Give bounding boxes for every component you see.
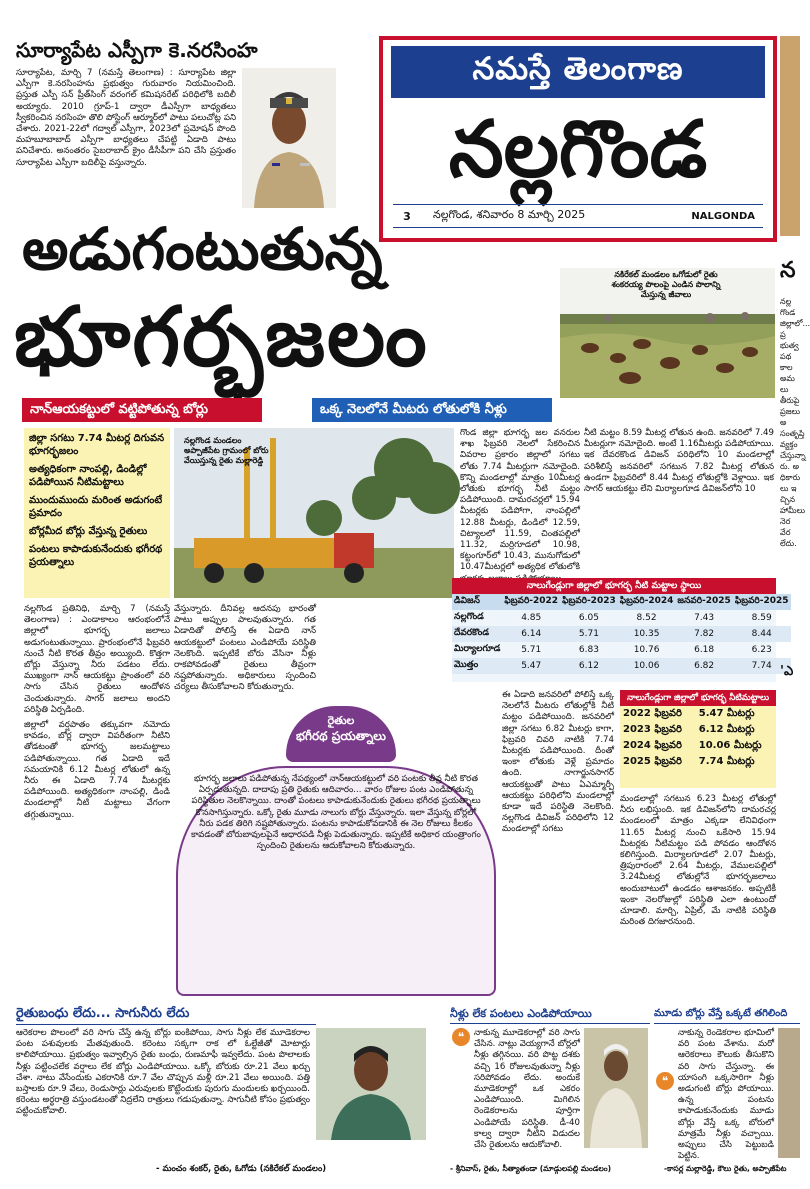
- table-cell: 6.14: [521, 629, 542, 639]
- groundwater-table-block: [452, 578, 789, 682]
- right-strip-photo: [780, 36, 800, 236]
- farmer1-story: [16, 1006, 446, 1182]
- sp-story-body: సూర్యాపేట, మార్చి 7 (నమస్తే తెలంగాణ) : సూర్యాపేట జిల్లా ఎస్పీగా కె.నరసింహను ప్రభుత్వం గురువారం నియమించింది. ప్రస్తుత ఎస్పీ సన్ ప్రీత్‌సింగ్ వరంగల్ కమిషనరేట్ పరిధిలోకి బదిలీ అయ్యారు. 2010 గ్రూప్‌-1 ద్వారా డీఎస్పీగా బాధ్యతలు స్వీకరించిన నరసింహ తొలి పోస్టింగ్ ఆర్మూర్‌లో పాటు పలుచోట్ల పని చేశారు. 2021-22లో గద్వాల్ ఎస్పీగా, 2023లో ప్రమోషన్ పొంది మహబూబాబాద్ ఎస్పీగా బాధ్యతలు చేపట్టి ఏడాది పాటు పనిచేశారు. అనంతరం సైబరాబాద్ క్రైం డీసీపీగా పని చేసి ప్రస్తుతం సూర్యాపేట ఎస్పీగా బదిలీపై వస్తున్నారు.: [16, 68, 236, 168]
- highlights-box: [24, 428, 170, 598]
- right-strip: [780, 36, 810, 1006]
- sp-story: [16, 38, 371, 206]
- table-header-cell: జనవరి-2025: [677, 596, 731, 606]
- table-cell: 5.47 మీటర్లు: [698, 708, 755, 719]
- main-headline-line2: భూగర్భజలం: [14, 290, 429, 385]
- table-cell: 6.82: [694, 661, 715, 671]
- highlight-item: పంటలు కాపాడుకునేందుకు భగీరథ ప్రయత్నాలు: [29, 544, 163, 568]
- table-cell: దేవరకొండ: [454, 628, 489, 638]
- table-cell: 6.23: [751, 645, 772, 655]
- table-row: [620, 722, 776, 738]
- masthead-dateline-bar: [393, 204, 763, 228]
- table-row: [452, 610, 791, 626]
- farmer3-story: [654, 1006, 800, 1182]
- table-cell: 6.12 మీటర్లు: [698, 724, 755, 735]
- table-cell: 7.82: [694, 629, 715, 639]
- table-cell: నల్లగొండ: [454, 612, 484, 622]
- page-number: 3: [403, 209, 411, 223]
- table-row: [620, 754, 776, 770]
- farmer3-heading: మూడు బోర్లు వేస్తే ఒక్కటే తగిలింది: [654, 1006, 800, 1024]
- table-cell: 6.12: [578, 661, 599, 671]
- table-cell: 8.59: [751, 613, 772, 623]
- table-cell: మిర్యాలగూడ: [454, 644, 501, 654]
- table-row: [620, 706, 776, 722]
- farmer2-quote-icon: ❝: [452, 1028, 470, 1046]
- farmer1-photo: [316, 1028, 426, 1140]
- story-paragraph: జిల్లాలో వర్షపాతం తక్కువగా నమోదు కావడం, బోర్ల ద్వారా విపరీతంగా నీటిని తోడటంతో భూగర్భ జలమట్టాలు పడిపోతున్నాయి. గత ఏడాది ఇదే సమయానికి 6.12 మీటర్ల లోతులో ఉన్న నీరు ఈ ఏడాది 7.74 మీటర్లకు పడిపోయింది. అత్యధికంగా నాంపల్లి, డిండి మండలాల్లో నీటి మట్టాలు వేగంగా తగ్గుతున్నాయి.: [24, 720, 170, 820]
- table-header-row: [452, 594, 791, 610]
- masthead-edition: నల్లగొండ: [448, 105, 708, 195]
- table-cell: 7.43: [694, 613, 715, 623]
- table-cell: 2023 ఫిబ్రవరి: [623, 724, 682, 735]
- right-strip-heading: న: [780, 258, 796, 283]
- photo-goats: [560, 268, 775, 398]
- boxed-story-title-line1: రైతుల: [327, 714, 355, 727]
- tag-left: నాన్‌ఆయకట్టులో వట్టిపోతున్న బోర్లు: [22, 398, 262, 422]
- farmer2-photo: [584, 1028, 648, 1148]
- tag-right: ఒక్క నెలలోనే మీటరు లోతులోకి నీళ్లు: [312, 398, 552, 422]
- story-column-1: [24, 604, 170, 1014]
- photo-borewell: [174, 428, 454, 598]
- table-cell: 5.71: [578, 629, 599, 639]
- farmer1-body: ఆరెకరాల పొలంలో వరి సాగు చేస్తే ఉన్న బోర్లు ఐంకిపోయి, సాగు నీళ్లు లేక మూడెకరాల పంట పశువులకు మేతవుతుంది. కరెంటు సక్కగా రాక లో ఓల్టేజీతో మోటార్లు కాలిపోయాయి. ప్రభుత్వం ఇవ్వాల్సిన రైతు బంధు, రుణమాఫీ ఇవ్వలేదు. పంట పొలాలకు నీళ్లు పట్టించలేక వర్షాలు లేక బోర్లు ఎండిపోయాయి. ఒక్కో బోరుకు రూ.21 వేలు ఖర్చు చేశా. నాటు వేసేందుకు ఎకరానికి రూ.7 వేల చొప్పున మళ్లీ రూ.21 వేలు అయింది. పత్తి బస్తాలకు రూ.9 వేలు, రెండుసార్లు ఎరువులకు కొట్టేందుకు పురుగు మందులకు ఖర్చయింది. కరెంటు అర్ధరాత్రి వస్తుండటంతో నిద్రలేని రాత్రులు గడుపుతున్నా. సాగునీటి కోసం ప్రభుత్వం పట్టించుకోవాలి.: [16, 1028, 310, 1117]
- table-row: [452, 626, 791, 642]
- right-strip-text: నల్లగొండ జిల్లాలో... ప్రభుత్వ పథకాల అమలు తీరుపై ప్రజలు అసంతృప్తి వ్యక్తం చేస్తున్నారు. అధికారులు ఇచ్చిన హామీలు నెరవేరలేదు.: [780, 297, 810, 548]
- boxed-story: [176, 706, 496, 996]
- masthead-brand: నమస్తే తెలంగాణ: [472, 50, 684, 87]
- edition-en: NALGONDA: [691, 210, 755, 222]
- farmer3-body: నాకున్న రెండెకరాల భూమిలో వరి పంట వేశాను. మరో ఆరెకరాలు కౌలుకు తీసుకొని వరి సాగు చేస్తున్నా. ఈ యాసంగి ఒక్కసారిగా నీళ్లు అడుగంటి బోర్లు పోయాయి. ఉన్న పంటను కాపాడుకునేందుకు మూడు బోర్లు వేస్తే ఒక్క బోరులో మాత్రమే నీళ్లు వచ్చాయి. అప్పులు చేసి పెట్టుబడి పెట్టిన.: [678, 1028, 774, 1162]
- highlight-item: ముందుముందు మరింత అడుగంటే ప్రమాదం: [29, 495, 163, 519]
- table-header-cell: డివిజన్: [454, 596, 480, 606]
- table-header-cell: ఫిబ్రవరి-2025: [734, 596, 789, 606]
- table-cell: 6.05: [578, 613, 599, 623]
- table-cell: 8.44: [751, 629, 772, 639]
- right-strip-subheading: 'ఎ: [780, 664, 794, 679]
- masthead-brand-bar: [391, 46, 765, 98]
- farmer1-credit: - మంచం శంకర్, రైతు, ఓగోడు (నకిరేకల్ మండలం): [156, 1164, 327, 1174]
- story-paragraph: నల్లగొండ ప్రతినిధి, మార్చి 7 (నమస్తే తెలంగాణ) : ఎండాకాలం ఆరంభంలోనే జిల్లాలో భూగర్భ జలాలు అడుగంటుతున్నాయి. ప్రారంభంలోనే ఫిబ్రవరి నుంచే నీటి కొరత తీవ్రం అయ్యింది. కొత్తగా బోర్లు వేస్తున్నా నీరు పడటం లేదు. ముఖ్యంగా నాన్ ఆయకట్టు ప్రాంతంలో వరి సాగు చేసిన రైతులు ఆందోళన చెందుతున్నారు. సాగర్ జలాలు అందని పరిస్థితి ఏర్పడింది.: [24, 604, 170, 715]
- table-cell: 10.76: [633, 645, 660, 655]
- highlight-item: బోర్లమీద బోర్లు వేస్తున్న రైతులు: [29, 526, 148, 537]
- table-cell: 2024 ఫిబ్రవరి: [623, 740, 682, 751]
- story-column-lower-3: ఈ ఏడాది జనవరిలో పోలిస్తే ఒక్క నెలలోనే మీటరు లోతుల్లోకి నీటి మట్టం పడిపోయింది. జనవరిలో జిల్లా సగటు 6.82 మీటర్లు కాగా, ఫిబ్రవరి చివరి నాటికి 7.74 మీటర్లకు పడిపోయింది. దీంతో ఇంకా లోతుకు వెళ్లే ప్రమాదం ఉంది. నాగార్జునసాగర్ ఆయకట్టుతో పాటు ఏఎమ్మార్పీ ఆయకట్టు పరిధిలోని మండలాల్లో కూడా ఇదే పరిస్థితి నెలకొంది. నల్లగొండ డివిజన్ పరిధిలోని 12 మండలాల్లో సగటు: [502, 690, 614, 835]
- farmer2-heading: నీళ్లు లేక పంటలు ఎండిపోయాయి: [450, 1006, 650, 1024]
- table-row: [620, 738, 776, 754]
- farmer1-heading: రైతుబంధు లేదు... సాగునీరు లేదు: [16, 1006, 316, 1025]
- farmer2-story: [450, 1006, 650, 1182]
- story-column-2: వేస్తున్నారు. దీనివల్ల ఆదనపు భారంతో పాటు అప్పుల పాలవుతున్నారు. గత ఏడాదితో పోలిస్తే ఈ ఏడాది నాన్ ఆయకట్టులో పంటలు ఎండిపోయే పరిస్థితి నెలకొంది. ఇప్పటికే బోరు వేసినా నీళ్లు రాకపోవడంతో రైతులు తీవ్రంగా నష్టపోతున్నారు. అధికారులు స్పందించి చర్యలు తీసుకోవాలని కోరుతున్నారు.: [174, 604, 316, 693]
- table-cell: 4.85: [521, 613, 542, 623]
- table-header-cell: ఫిబ్రవరి-2023: [562, 596, 616, 606]
- masthead: [379, 36, 777, 242]
- table-header-cell: ఫిబ్రవరి-2024: [619, 596, 674, 606]
- farmer2-body: నాకున్న మూడెకరాల్లో వరి సాగు చేసిన. నాట్లు వెయ్యగానే బోర్లలో నీళ్లు తగ్గినయి. వరి పొట్ట దశకు వచ్చి 16 రోజులవుతున్నా నీళ్లు సరిపోవడం లేదు. అందుకే మూడెకరాల్లో ఒక ఎకరం ఎండిపోయింది. మిగిలిన రెండెకరాలను పూర్తిగా ఎండిపోయే పరిస్థితి. డీ-40 కాల్వ ద్వారా నీటిని విడుదల చేసి రైతులను ఆదుకోవాలి.: [474, 1028, 580, 1151]
- highlight-item: అత్యధికంగా నాంపల్లి, డిండిల్లో పడిపోయిన నీటిమట్టాలు: [29, 464, 147, 488]
- table-cell: 10.35: [633, 629, 660, 639]
- boxed-story-body: భూగర్భ జలాలు పడిపోతున్న నేపథ్యంలో నాన్‌ఆయకట్టులో వరి పంటకు తీవ్ర నీటి కొరత ఏర్పడుతున్నది. దాదాపు ప్రతి రైతుకు ఆదివారం... వారం రోజుల పంట ఎండిపోతున్న పరిస్థితుల నెలకొన్నాయి. దాంతో పంటలు కాపాడుకునేందుకు రైతులు భగీరథ ప్రయత్నాలు కొనసాగిస్తున్నారు. ఒక్కో రైతు మూడు నాలుగు బోర్లు వేస్తున్నారు. ఇలా వేస్తున్న బోర్లలో నీరు పడక తిరిగి నష్టపోతున్నారు. పంటను కాపాడుకోవడానికి ఈ నెల రోజులు కీలకం కావడంతో బోరుబావులపైనే ఆధారపడి నీళ్లు పెడుతున్నారు. ఇప్పటికే అధికార యంత్రాంగం స్పందించి రైతులను ఆదుకోవాలని కోరుతున్నారు.: [176, 766, 496, 996]
- dateline: నల్లగొండ, శనివారం 8 మార్చి 2025: [433, 208, 586, 221]
- small-table: [620, 706, 776, 770]
- table-row: [452, 658, 791, 674]
- farmer2-credit: - శ్రీనివాస్, రైతు, సీత్యాతండా (మాడ్గులపల్లి మండలం): [450, 1164, 612, 1173]
- table-cell: 7.74: [751, 661, 772, 671]
- boxed-story-title-bubble: [286, 706, 396, 762]
- table-cell: 6.83: [578, 645, 599, 655]
- table-cell: 10.06 మీటర్లు: [698, 740, 762, 751]
- sp-story-headline: సూర్యాపేట ఎస్పీగా కె.నరసింహ: [16, 38, 258, 62]
- table-cell: 8.52: [636, 613, 657, 623]
- table-cell: 5.47: [521, 661, 542, 671]
- story-column-lower-4: మండలాల్లో సగటున 6.23 మీటర్ల లోతుల్లో నీరు లభిస్తుంది. ఇక డివిజన్‌లోని దామరచర్ల మండలంలో మాత్రం ఎక్కడా లేనివిధంగా 11.65 మీటర్ల నుంచి ఒకేసారి 15.94 మీటర్లకు నీటిమట్టం పడి పోవడం ఆందోళన కలిగిస్తుంది. మిర్యాలగూడలో 2.07 మీటర్లు, త్రిపురారంలో 2.64 మీటర్లు, వేములపల్లిలో 3.24మీటర్ల లోతుల్లోనే భూగర్భజలాలు అందుబాటులో ఉండడం ఆశాజనకం. అప్పటికీ ఇంకా నెలరోజుల్లో పరిస్థితి ఎలా ఉంటుందో చూడాలి. మార్చి, ఏప్రిల్, మే నాటికి పరిస్థితి మరింత దిగజారనుంది.: [620, 794, 776, 928]
- table-cell: 2022 ఫిబ్రవరి: [623, 708, 682, 719]
- small-table-block: [620, 690, 776, 788]
- table-row: [452, 642, 791, 658]
- main-headline-line1: అడుగంటుతున్న: [22, 215, 383, 283]
- table-cell: 10.06: [633, 661, 660, 671]
- table-cell: మొత్తం: [454, 660, 479, 670]
- sp-photo: [242, 68, 336, 208]
- photo-goats-caption: నకిరేకల్ మండలం ఒగోడులో రైతు శంకరయ్య పొలంపై ఎండిన పొలాన్ని మేస్తున్న జీవాలు: [611, 270, 721, 299]
- story-column-4: నీటి మట్టం 8.59 మీటర్ల లోతున ఉంది. జనవరిలో 7.49 మీటర్లుగా నమోదైంది. అంటే 1.16మీటర్లు పడిపోయాయి. ఇక దేవరకొండ డివిజన్ పరిధిలోని 10 మండలాల్లో పరిశీలిస్తే జనవరిలో సగటున 7.82 మీటర్ల లోతున ఉండగా ఫిబ్రవరిలో 8.44 మీటర్ల లోతుల్లోకి వెళ్లాయి. ఇక సాగర్ ఆయకట్టు లేని మిర్యాలగూడ డివిజన్‌లోని 10: [584, 428, 774, 495]
- table-cell: 5.71: [521, 645, 542, 655]
- farmer3-credit: -కాసర్ల మల్లారెడ్డి, కౌలు రైతు, అప్పాజీపేట: [664, 1164, 787, 1173]
- table-cell: 6.18: [694, 645, 715, 655]
- table-header-cell: ఫిబ్రవరి-2022: [504, 596, 559, 606]
- photo-borewell-caption: నల్లగొండ మండలం అప్పాజీపేట గ్రామంలో బోరు వేయిస్తున్న రైతు మల్లారెడ్డి: [184, 436, 269, 465]
- groundwater-table: [452, 594, 791, 674]
- story-column-3: గొండ జిల్లా భూగర్భ జల వనరుల శాఖ ఫిబ్రవరి నెలలో సేకరించిన వివరాల ప్రకారం జిల్లాలో సగటు లోతు 7.74 మీటర్లుగా నమోదైంది. కొన్ని మండలాల్లో మాత్రం 10మీటర్ల లోతుకు భూగర్భ నీటి మట్టం పడిపోయింది. దామరచర్లలో 15.94 మీటర్లకు పడిపోగా, నాంపల్లిలో 12.88 మీటర్లు, డిండిలో 12.59, చిట్యాలలో 11.59, చింతపల్లిలో 11.32, మర్రిగూడలో 10.98, కట్టంగూర్‌లో 10.43, మునుగోడులో 10.47మీటర్లలో అత్యధిక లోతులోకి: [460, 428, 580, 573]
- boxed-story-title-line2: భగీరథ ప్రయత్నాలు: [296, 729, 386, 743]
- table-cell: 7.74 మీటర్లు: [698, 756, 755, 767]
- farmer3-quote-icon: ❝: [656, 1072, 674, 1090]
- groundwater-table-title: నాలుగేండ్లుగా జిల్లాలో భూగర్భ నీటి మట్టాల స్థాయి: [452, 578, 776, 594]
- table-cell: 2025 ఫిబ్రవరి: [623, 756, 682, 767]
- small-table-title: నాలుగేండ్లుగా జిల్లాలో భూగర్భ నీటిమట్టాలు: [620, 690, 776, 706]
- highlight-item: జిల్లా సగటు 7.74 మీటర్ల దిగువన భూగర్భజలం: [29, 433, 165, 457]
- farmer3-photo: [778, 1028, 800, 1158]
